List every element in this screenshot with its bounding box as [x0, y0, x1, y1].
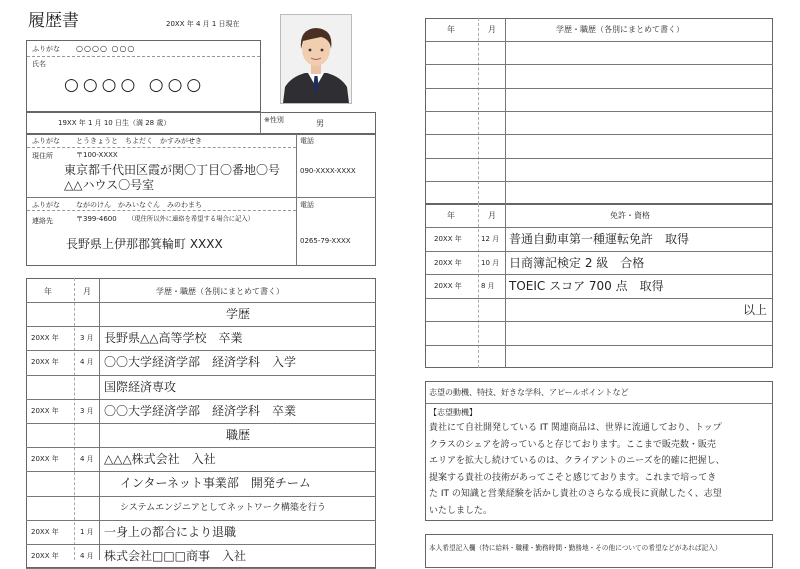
license-row-month: 12 月	[481, 235, 500, 243]
name-label: 氏名	[32, 60, 46, 68]
contact-phone-label: 電話	[300, 201, 314, 209]
history-left-row-year: 20XX 年	[31, 358, 59, 367]
history-right-row-divider	[425, 111, 773, 112]
person-photo-icon	[281, 15, 351, 103]
history-left-row-divider	[26, 471, 376, 472]
license-row-month: 10 月	[481, 258, 500, 267]
history-right-content-header: 学歴・職歴（各別にまとめて書く）	[556, 25, 684, 34]
history-left-row-month: 4 月	[80, 455, 94, 464]
history-right-month-header: 月	[488, 25, 496, 34]
address-postal: 〒100-XXXX	[76, 151, 118, 159]
history-right-row-divider	[425, 158, 773, 159]
license-row-divider	[425, 321, 773, 322]
history-left-row-text: 〇〇大学経済学部 経済学科 入学	[104, 355, 297, 370]
history-left-row-year: 20XX 年	[31, 455, 59, 464]
name-furigana-value: ○○○○ ○○○	[76, 44, 136, 53]
licenses-year-header: 年	[447, 211, 455, 220]
history-left-row-divider	[26, 326, 376, 327]
contact-label: 連絡先	[32, 217, 53, 225]
history-left-row-text: 株式会社□□□商事 入社	[104, 549, 247, 563]
address-label: 現住所	[32, 152, 53, 160]
address-line2: △△ハウス〇号室	[64, 178, 155, 192]
motivation-line: クラスのシェアを誇っていると存じております。ここまで販売数・販売	[429, 439, 716, 450]
history-left-content-header: 学歴・職歴（各別にまとめて書く）	[156, 287, 284, 296]
contact-furigana-value: ながのけん かみいなぐん みのわまち	[76, 201, 202, 209]
license-row-divider	[425, 298, 773, 299]
requests-header: 本人希望記入欄（特に給料・職種・勤務時間・勤務地・その他についての希望などがあれば記入）	[429, 544, 722, 552]
history-left-row-text: △△△株式会社 入社	[104, 452, 216, 467]
name-furigana-label: ふりがな	[32, 45, 60, 53]
license-row-text: 以上	[742, 302, 767, 317]
history-left-row-text: 長野県△△高等学校 卒業	[104, 331, 243, 346]
address-furigana-label: ふりがな	[32, 137, 60, 145]
photo-frame	[280, 14, 352, 104]
history-left-row-month: 4 月	[80, 358, 94, 367]
history-left-row-text: インターネット事業部 開発チーム	[120, 476, 311, 491]
history-right-row-divider	[425, 181, 773, 182]
motivation-line: 提案する貴社の技術があってこそと感じております。これまで培ってき	[429, 472, 717, 483]
gender-label: ※性別	[264, 116, 284, 124]
history-left-row-text: 学歴	[225, 307, 250, 321]
history-right-year-header: 年	[447, 25, 455, 34]
license-row-divider	[425, 274, 773, 275]
birth-date: 19XX 年 1 月 10 日生（満 28 歳）	[58, 119, 171, 127]
name-value: ○○○○ ○○○	[64, 75, 206, 95]
history-left-row-text: 〇〇大学経済学部 経済学科 卒業	[104, 403, 297, 418]
history-left-row-month: 4 月	[80, 552, 94, 560]
license-row-text: 日商簿記検定 2 級 合格	[509, 255, 645, 270]
motivation-subheader: 【志望動機】	[429, 408, 477, 417]
motivation-line: 貴社にて自社開発している IT 関連商品は、世界に流通しており、トップ	[429, 423, 722, 433]
history-left-row-divider	[26, 447, 376, 448]
license-row-year: 20XX 年	[434, 258, 462, 267]
motivation-line: た IT の知識と営業経験を活かし貴社のさらなる成長に貢献したく、志望	[429, 489, 722, 500]
gender-value: 男	[316, 119, 324, 128]
license-row-text: TOEIC スコア 700 点 取得	[509, 279, 664, 293]
history-left-row-year: 20XX 年	[31, 334, 59, 343]
history-left-row-divider	[26, 544, 376, 545]
motivation-section	[425, 381, 773, 521]
history-left-row-month: 3 月	[80, 334, 94, 343]
motivation-line: エリアを拡大し続けているのは、クライアントのニーズを的確に把握し、	[429, 456, 725, 467]
history-right-row-divider	[425, 88, 773, 89]
history-right-row-divider	[425, 134, 773, 135]
address-phone-label: 電話	[300, 137, 314, 145]
licenses-content-header: 免許・資格	[610, 211, 650, 220]
history-left-row-divider	[26, 423, 376, 424]
contact-furigana-label: ふりがな	[32, 201, 60, 209]
contact-postal: 〒399-4600	[76, 215, 117, 223]
licenses-month-header: 月	[488, 211, 496, 220]
history-left-row-year: 20XX 年	[31, 552, 59, 560]
history-left-row-text: 一身上の都合により退職	[104, 524, 237, 539]
history-left-year-header: 年	[44, 287, 52, 296]
history-left-row-divider	[26, 496, 376, 497]
history-right-row-divider	[425, 64, 773, 65]
license-row-text: 普通自動車第一種運転免許 取得	[509, 232, 690, 246]
address-phone: 090-XXXX-XXXX	[300, 167, 356, 175]
license-row-divider	[425, 251, 773, 252]
history-left-row-month: 3 月	[80, 406, 94, 415]
license-row-year: 20XX 年	[434, 282, 462, 290]
address-furigana-value: とうきょうと ちよだく かすみがせき	[76, 137, 202, 145]
history-left-row-text: システムエンジニアとしてネットワーク構築を行う	[120, 502, 326, 513]
history-left-row-month: 1 月	[80, 527, 94, 536]
contact-note: （現住所以外に連絡を希望する場合に記入）	[128, 215, 254, 223]
motivation-line: いたしました。	[429, 506, 493, 516]
address-line1: 東京都千代田区霞が関〇丁目〇番地〇号	[64, 163, 281, 177]
history-left-row-divider	[26, 375, 376, 376]
license-row-divider	[425, 345, 773, 346]
history-left-row-divider	[26, 399, 376, 400]
license-row-year: 20XX 年	[434, 235, 462, 243]
history-left-row-year: 20XX 年	[31, 527, 59, 536]
history-left-row-text: 職歴	[225, 428, 250, 442]
motivation-header: 志望の動機、特技、好きな学科、アピールポイントなど	[429, 388, 629, 397]
as-of-date: 20XX 年 4 月 1 日現在	[166, 20, 240, 28]
history-left-row-year: 20XX 年	[31, 406, 59, 415]
contact-phone: 0265-79-XXXX	[300, 237, 351, 245]
history-left-row-divider	[26, 520, 376, 521]
history-left-row-divider	[26, 350, 376, 351]
document-title: 履歴書	[28, 11, 79, 31]
history-left-month-header: 月	[83, 287, 91, 296]
contact-line1: 長野県上伊那郡箕輪町 XXXX	[66, 237, 223, 251]
license-row-month: 8 月	[481, 282, 495, 290]
history-left-row-text: 国際経済専攻	[104, 379, 177, 394]
